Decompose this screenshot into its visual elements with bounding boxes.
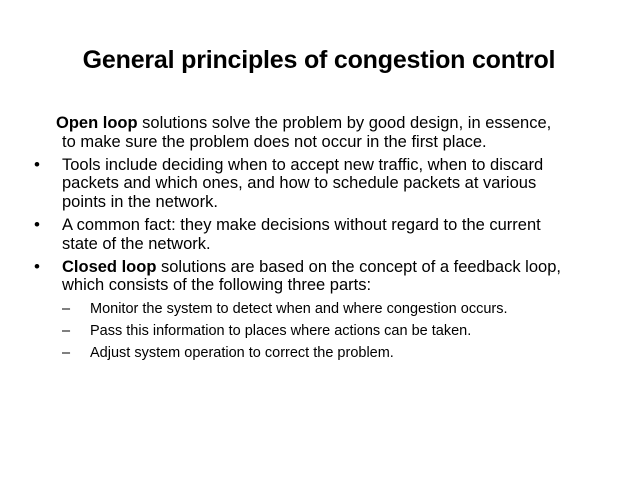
sub-item-text: Monitor the system to detect when and where congestion occurs. — [90, 301, 508, 318]
bullet-line: packets and which ones, and how to schedule packets at various — [62, 174, 537, 193]
bullet-line: points in the network. — [62, 193, 218, 212]
dash-icon: – — [62, 301, 71, 318]
bullet-line: state of the network. — [62, 234, 211, 253]
sub-item-adjust — [32, 343, 612, 363]
dash-icon: – — [62, 323, 71, 340]
sub-item-monitor — [32, 299, 612, 319]
sub-item-text: Pass this information to places where actions can be taken. — [90, 323, 472, 340]
sub-item-pass — [32, 321, 612, 341]
bullet-icon: • — [34, 214, 40, 234]
term-closed-loop: Closed loop — [62, 257, 157, 276]
bullet-line: which consists of the following three parts: — [62, 276, 372, 295]
bullet-item-closed-loop — [32, 258, 612, 296]
slide-body — [32, 114, 612, 363]
bullet-item-common-fact — [32, 216, 612, 254]
bullet-line — [62, 258, 612, 277]
bullet-line: Tools include deciding when to accept new traffic, when to discard — [62, 155, 544, 174]
slide-title: General principles of congestion control — [82, 46, 556, 74]
term-open-loop: Open loop — [56, 114, 138, 132]
paragraph-line: to make sure the problem does not occur in the first place. — [62, 132, 487, 151]
bullet-icon: • — [34, 154, 40, 174]
paragraph-open-loop — [32, 114, 612, 152]
bullet-line: A common fact: they make decisions without regard to the current — [62, 215, 541, 234]
dash-icon: – — [62, 345, 71, 362]
paragraph-text: solutions solve the problem by good design, in essence, — [137, 114, 552, 132]
bullet-icon: • — [34, 256, 40, 276]
bullet-text: solutions are based on the concept of a feedback loop, — [156, 257, 561, 276]
paragraph-line — [56, 114, 612, 133]
bullet-item-tools — [32, 156, 612, 212]
sub-item-text: Adjust system operation to correct the problem. — [90, 345, 394, 362]
